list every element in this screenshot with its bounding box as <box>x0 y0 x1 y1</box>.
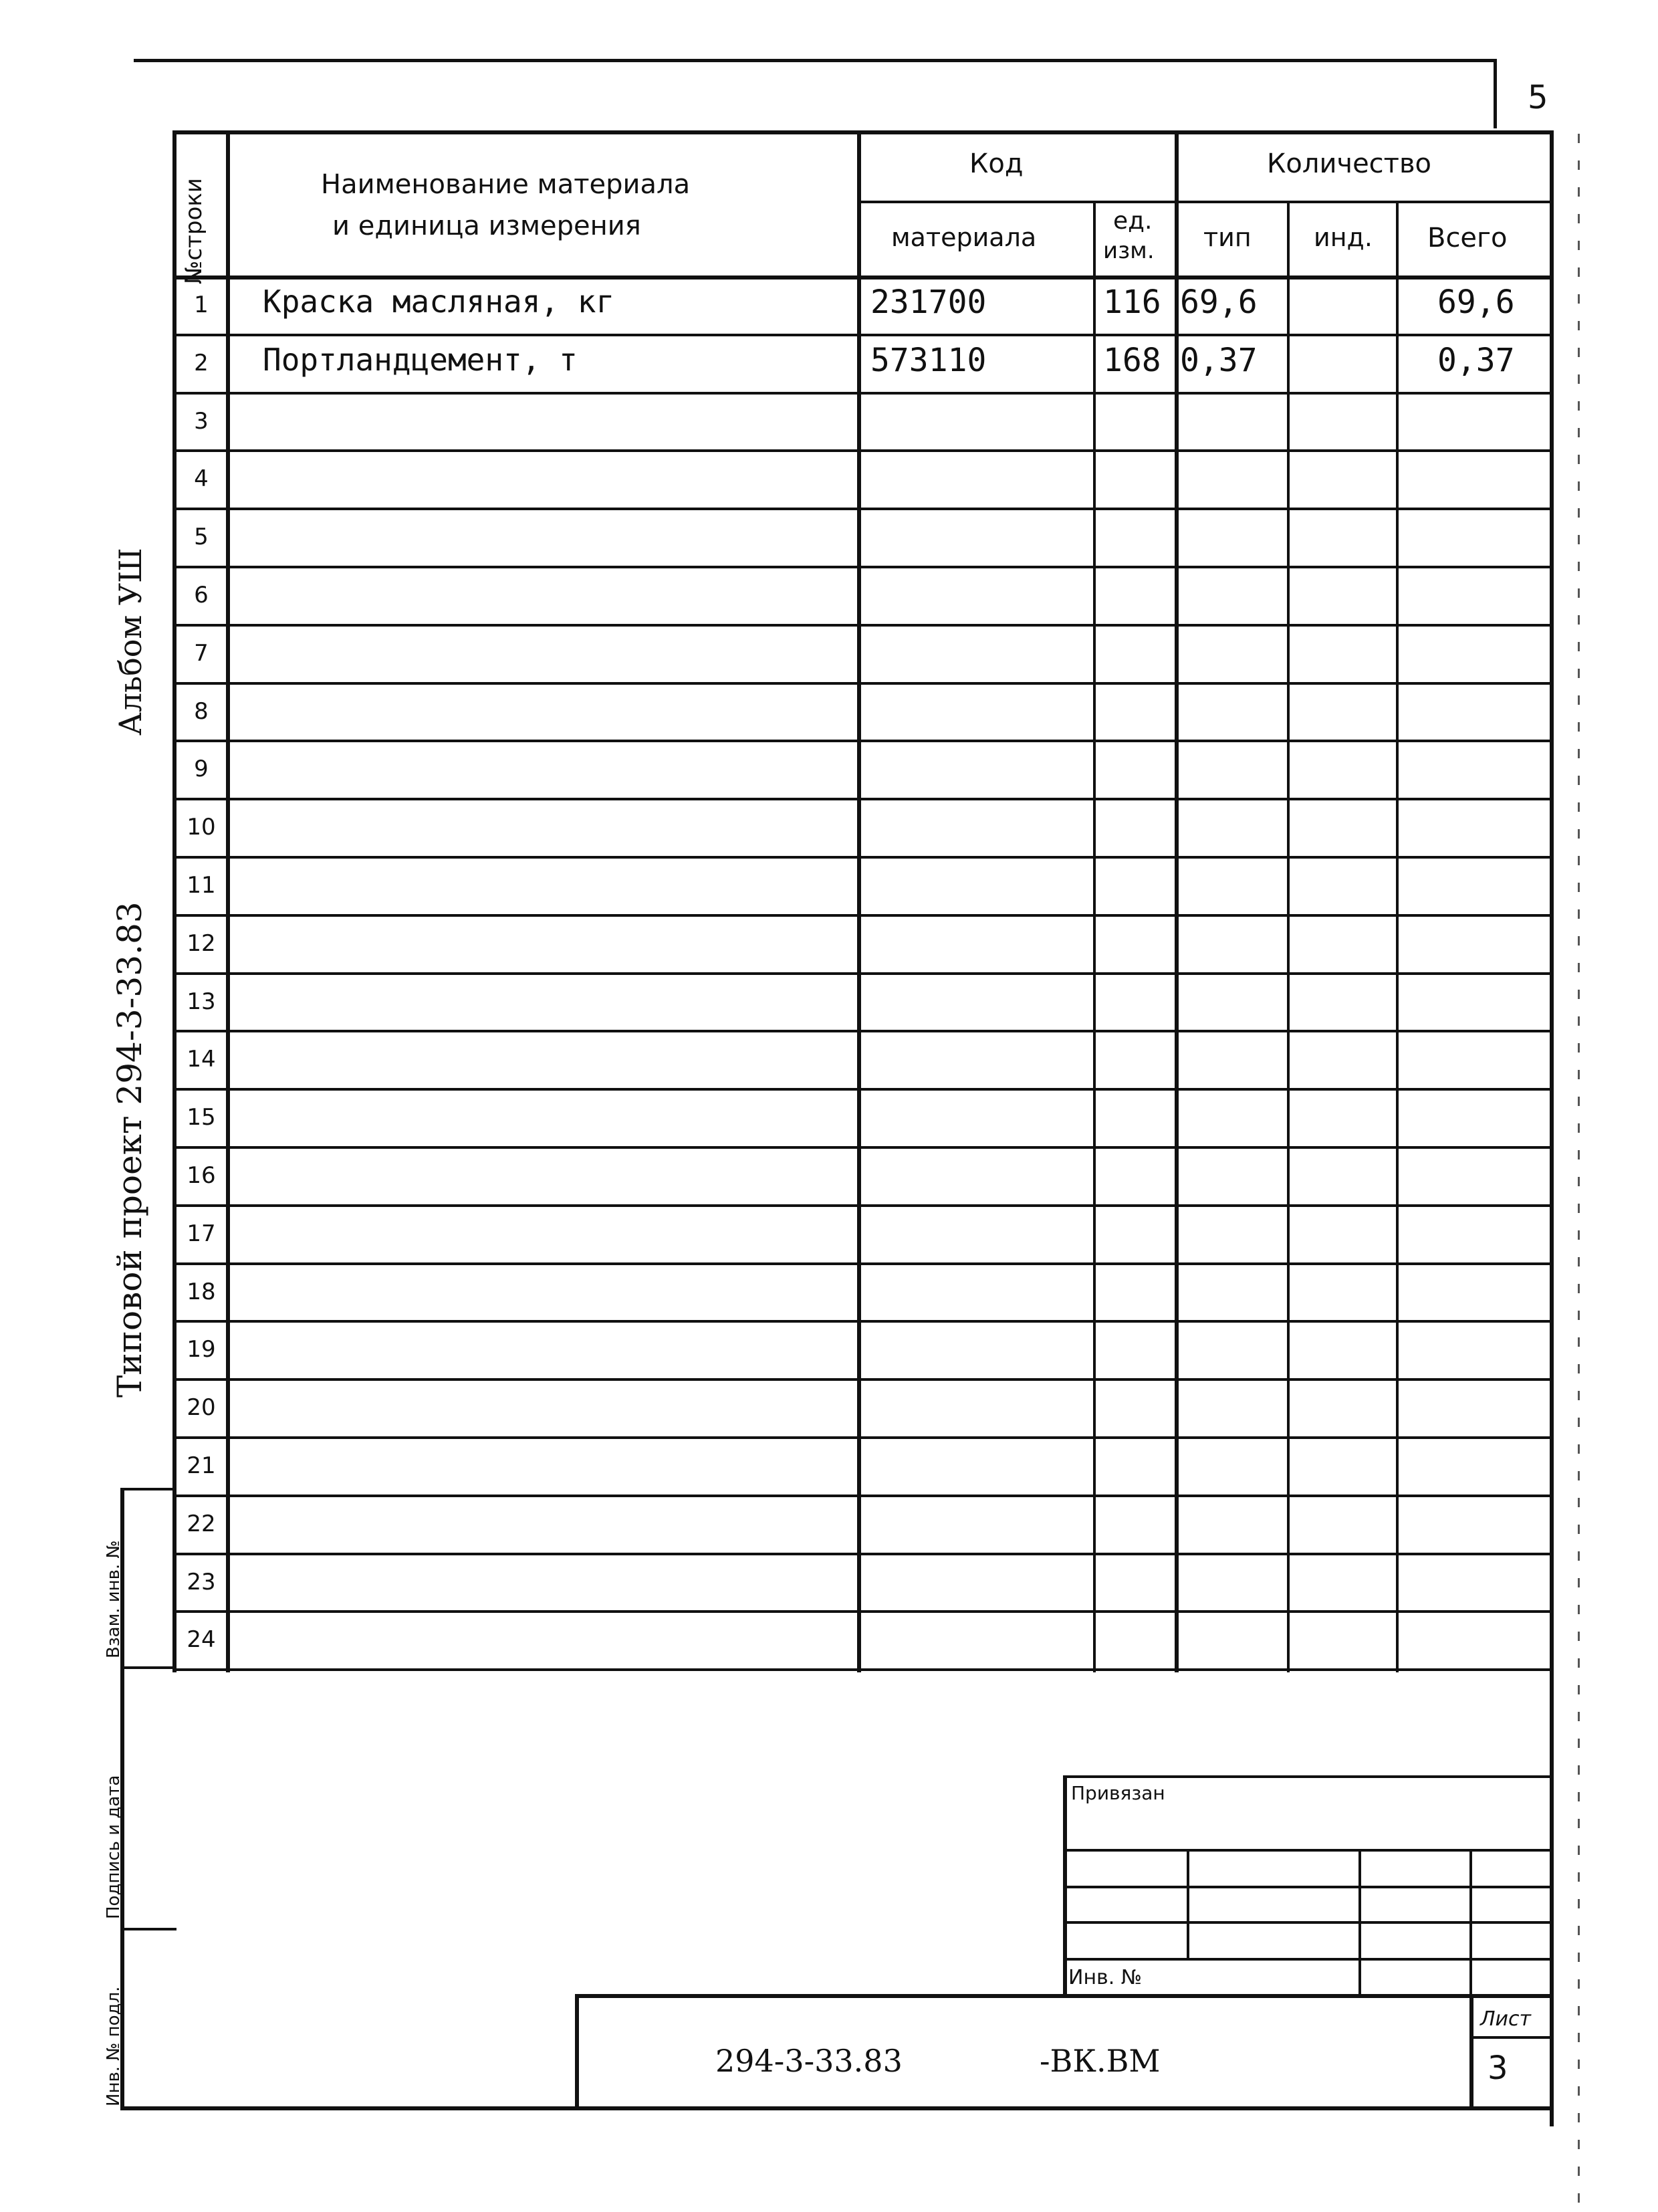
col-divider-name <box>226 130 230 1672</box>
tb-col-3 <box>1469 1849 1472 1996</box>
col-header-qty-total: Всего <box>1427 223 1508 253</box>
bound-label: Привязан <box>1071 1782 1165 1804</box>
right-trim-line <box>1578 134 1580 2207</box>
row-rule <box>172 508 1554 510</box>
row-rule <box>172 334 1554 336</box>
cell-qty-total: 0,37 <box>1437 341 1515 379</box>
row-rule <box>172 1030 1554 1032</box>
stamp-rule-2 <box>120 1666 176 1669</box>
col-divider-qty <box>1175 130 1179 1672</box>
col-header-qty-ind: инд. <box>1314 223 1373 252</box>
table-border-right <box>1550 130 1554 2126</box>
row-rule <box>172 1088 1554 1091</box>
row-rule <box>172 914 1554 917</box>
row-rule <box>172 1146 1554 1149</box>
col-header-code-unit-1: ед. <box>1113 207 1153 235</box>
tb-rule-d <box>1063 1958 1551 1961</box>
row-rule <box>172 972 1554 975</box>
col-header-qty-type: тип <box>1203 223 1252 252</box>
inv-label: Инв. № <box>1068 1966 1143 1989</box>
row-number: 6 <box>194 582 209 609</box>
tb-rule-c <box>1063 1921 1551 1924</box>
sheet-number: 3 <box>1488 2050 1508 2087</box>
row-number: 13 <box>187 988 216 1015</box>
row-rule <box>172 566 1554 568</box>
col-header-code-group: Код <box>969 148 1024 179</box>
row-rule <box>172 1668 1554 1671</box>
col-divider-unit <box>1093 201 1096 1672</box>
tb-rule-b <box>1063 1886 1551 1888</box>
row-rule <box>172 1378 1554 1381</box>
row-number: 12 <box>187 929 216 957</box>
page-number: 5 <box>1528 79 1548 116</box>
col-divider-ind <box>1287 201 1290 1672</box>
row-number: 9 <box>194 756 209 783</box>
col-header-name-line2: и единица измерения <box>332 211 641 241</box>
row-number: 4 <box>194 465 209 493</box>
tb-main-left <box>575 1994 579 2109</box>
cell-material-code: 573110 <box>870 341 987 379</box>
row-number: 14 <box>187 1046 216 1073</box>
stamp-rule-1 <box>120 1488 176 1490</box>
stamp-label-replaced-inv: Взам. инв. № <box>104 1540 124 1658</box>
stamp-rule-3 <box>120 1928 176 1930</box>
row-number: 5 <box>194 524 209 551</box>
row-number: 23 <box>187 1568 216 1595</box>
table-border-top <box>172 130 1554 134</box>
row-number: 2 <box>194 349 209 376</box>
tb-col-2 <box>1358 1849 1361 1996</box>
col-header-row-no: №строки <box>181 178 207 284</box>
row-rule <box>172 1495 1554 1497</box>
row-rule <box>172 798 1554 800</box>
tb-sheet-divider <box>1469 1994 1473 2109</box>
row-rule <box>172 856 1554 859</box>
row-rule <box>172 1262 1554 1265</box>
row-number: 1 <box>194 292 209 318</box>
doc-code: 294-3-33.83 <box>715 2043 903 2079</box>
row-number: 3 <box>194 407 209 435</box>
row-rule <box>172 449 1554 452</box>
row-number: 8 <box>194 697 209 725</box>
row-rule <box>172 392 1554 395</box>
sheet-label: Лист <box>1480 2007 1532 2031</box>
cell-name: Краска масляная, кг <box>263 284 615 320</box>
col-divider-material <box>857 130 861 1672</box>
cell-qty-type: 0,37 <box>1180 341 1258 379</box>
cell-name: Портландцемент, т <box>263 341 578 378</box>
tb-col-1 <box>1187 1849 1189 1958</box>
row-rule <box>172 1436 1554 1439</box>
cell-material-code: 231700 <box>870 284 987 321</box>
row-rule <box>172 1320 1554 1323</box>
project-label: Типовой проект 294-3-33.83 <box>110 901 149 1398</box>
row-rule <box>172 624 1554 627</box>
row-number: 18 <box>187 1278 216 1305</box>
row-rule <box>172 682 1554 685</box>
col-header-qty-group: Количество <box>1267 148 1432 179</box>
doc-suffix: -ВК.ВМ <box>1040 2043 1161 2079</box>
stamp-label-signature-date: Подпись и дата <box>104 1775 124 1919</box>
col-divider-total <box>1396 201 1399 1672</box>
top-rule <box>134 59 1496 62</box>
row-number: 19 <box>187 1336 216 1363</box>
row-number: 10 <box>187 814 216 841</box>
col-header-code-material: материала <box>891 223 1037 252</box>
tb-rule-a <box>1063 1849 1551 1852</box>
header-mid-rule <box>857 201 1554 203</box>
album-label: Альбом УШ <box>112 548 148 736</box>
stamp-label-inv-original: Инв. № подл. <box>104 1986 124 2106</box>
row-number: 17 <box>187 1220 216 1247</box>
col-header-code-unit-2: изм. <box>1103 237 1155 264</box>
row-rule <box>172 1553 1554 1555</box>
tb-sheet-rule <box>1469 2036 1550 2039</box>
row-number: 7 <box>194 639 209 667</box>
row-number: 11 <box>187 872 216 899</box>
cell-qty-total: 69,6 <box>1437 284 1515 321</box>
row-number: 20 <box>187 1394 216 1422</box>
row-rule <box>172 740 1554 742</box>
tb-main-top <box>575 1994 1551 1998</box>
cell-unit-code: 168 <box>1103 341 1161 379</box>
tb-top <box>1063 1775 1551 1778</box>
page-number-box-left <box>1494 59 1497 128</box>
row-number: 21 <box>187 1452 216 1479</box>
row-number: 22 <box>187 1510 216 1537</box>
cell-qty-type: 69,6 <box>1180 284 1258 321</box>
row-number: 15 <box>187 1104 216 1131</box>
cell-unit-code: 116 <box>1103 284 1161 321</box>
header-bottom-rule <box>172 275 1554 280</box>
row-number: 24 <box>187 1626 216 1654</box>
frame-bottom <box>120 2106 1550 2110</box>
col-header-name-line1: Наименование материала <box>321 169 691 200</box>
row-rule <box>172 1610 1554 1613</box>
row-number: 16 <box>187 1162 216 1189</box>
row-rule <box>172 1204 1554 1207</box>
